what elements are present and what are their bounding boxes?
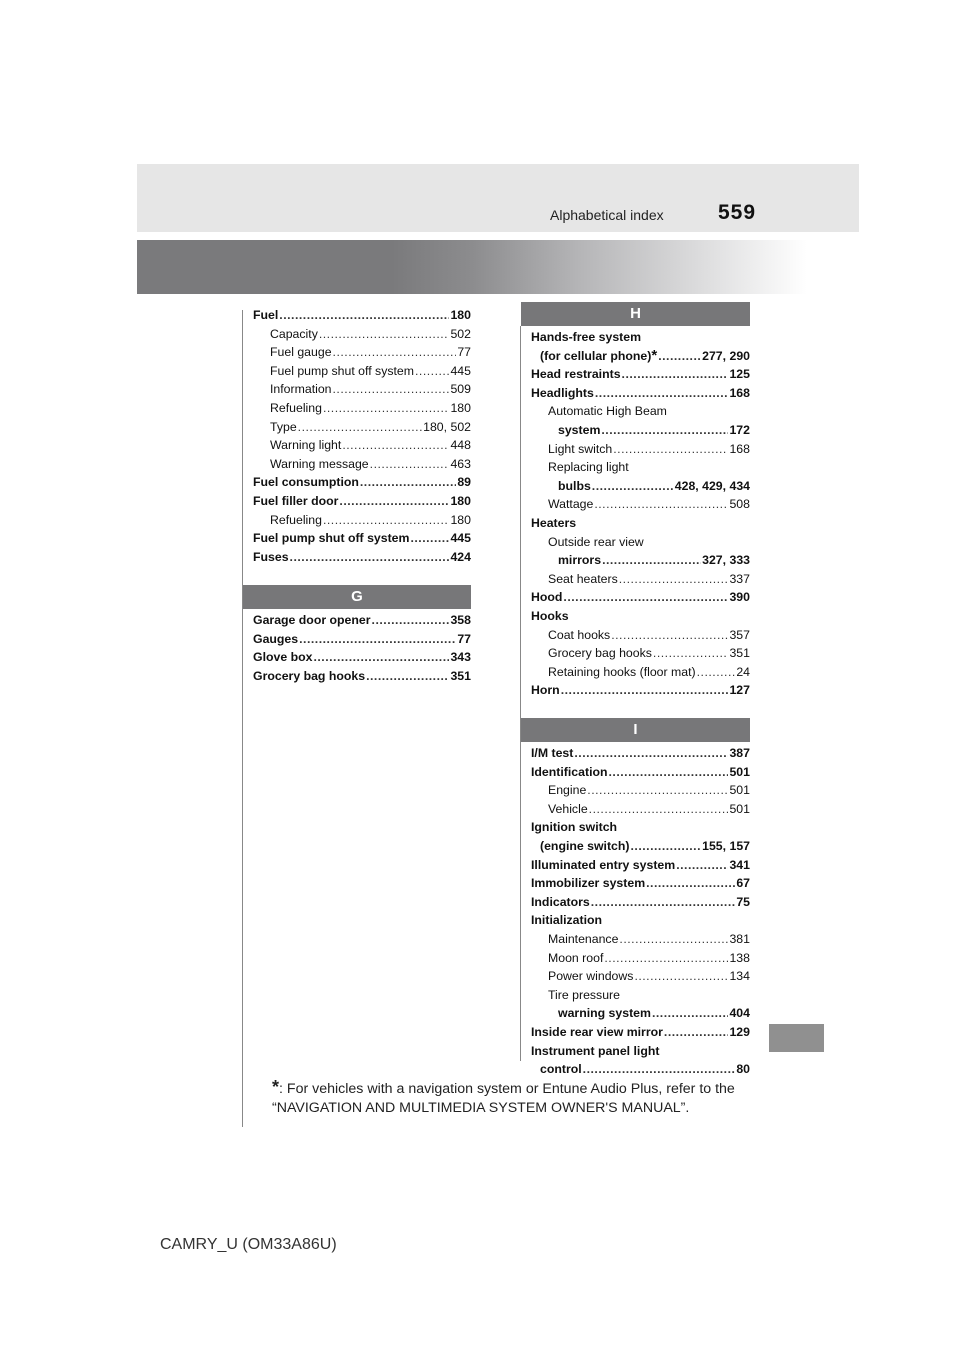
entry-leader-dots <box>634 967 728 986</box>
entry-page-ref: 125 <box>729 367 750 382</box>
entry-page-ref: 445 <box>450 363 471 378</box>
entry-page-ref: 501 <box>729 801 750 816</box>
entry-leader-dots <box>646 874 735 893</box>
entry-page-ref: 67 <box>736 876 750 891</box>
entry-page-ref: 390 <box>729 590 750 605</box>
index-entry <box>531 570 750 589</box>
entry-leader-dots <box>333 380 450 399</box>
entry-term: Headlights <box>531 385 594 400</box>
entry-term: Fuses <box>253 549 289 564</box>
entry-page-ref: 24 <box>736 664 750 679</box>
entry-leader-dots <box>609 763 729 782</box>
entry-leader-dots <box>323 511 450 530</box>
entry-term: Vehicle <box>548 801 588 816</box>
index-entry <box>253 492 471 511</box>
index-entry <box>531 949 750 968</box>
entry-leader-dots <box>360 473 456 492</box>
entry-leader-dots <box>613 440 728 459</box>
left-column-rule <box>242 310 243 1127</box>
chapter-side-tab <box>769 1024 824 1052</box>
entry-page-ref: 341 <box>729 857 750 872</box>
index-entry <box>531 781 750 800</box>
right-column-rule <box>520 326 521 1061</box>
entry-page-ref: 80 <box>736 1062 750 1077</box>
entry-page-ref: 448 <box>450 438 471 453</box>
entry-page-ref: 134 <box>729 969 750 984</box>
entry-term: Refueling <box>270 400 322 415</box>
index-subheading: Initialization <box>531 913 603 928</box>
entry-page-ref: 351 <box>729 646 750 661</box>
entry-leader-dots <box>619 930 728 949</box>
index-entry <box>253 511 471 530</box>
entry-page-ref: 502 <box>450 326 471 341</box>
index-entry <box>253 362 471 381</box>
entry-term: Seat heaters <box>548 571 618 586</box>
index-entry <box>531 1060 750 1079</box>
entry-leader-dots <box>574 744 728 763</box>
index-entry <box>253 630 471 649</box>
entry-leader-dots <box>410 529 449 548</box>
entry-term: Grocery bag hooks <box>253 668 366 683</box>
entry-page-ref: 428, 429, 434 <box>674 478 750 493</box>
index-entry <box>253 343 471 362</box>
entry-term: Horn <box>531 683 560 698</box>
index-entry <box>531 1023 750 1042</box>
index-column-g <box>253 611 471 685</box>
entry-term: I/M test <box>531 746 574 760</box>
entry-page-ref: 381 <box>729 931 750 946</box>
entry-page-ref: 387 <box>729 746 750 760</box>
entry-leader-dots <box>299 630 456 649</box>
entry-term: Hood <box>531 590 563 605</box>
entry-term: Garage door opener <box>253 613 371 627</box>
entry-term: Head restraints <box>531 367 621 382</box>
entry-leader-dots <box>592 477 674 496</box>
entry-term: mirrors <box>558 553 602 568</box>
page-number: 559 <box>718 201 757 224</box>
entry-page-ref: 138 <box>729 950 750 965</box>
entry-term: (engine switch) <box>540 838 630 853</box>
entry-term: (for cellular phone) <box>540 348 652 363</box>
index-column-left <box>253 306 471 566</box>
entry-page-ref: 501 <box>729 783 750 798</box>
entry-leader-dots <box>339 492 449 511</box>
index-entry <box>531 856 750 875</box>
index-entry <box>531 644 750 663</box>
index-entry <box>253 548 471 567</box>
entry-term: Indicators <box>531 894 590 909</box>
entry-leader-dots <box>591 893 736 912</box>
index-entry <box>531 1004 750 1023</box>
index-subheading: Hooks <box>531 608 569 623</box>
entry-term: Wattage <box>548 497 594 512</box>
index-entry <box>531 626 750 645</box>
entry-page-ref: 508 <box>729 497 750 512</box>
section-header-i: I <box>521 718 750 742</box>
index-entry <box>253 529 471 548</box>
index-entry <box>253 325 471 344</box>
entry-leader-dots <box>652 1004 729 1023</box>
index-entry <box>253 399 471 418</box>
index-entry <box>531 421 750 440</box>
index-entry <box>253 418 471 437</box>
entry-page-ref: 327, 333 <box>702 553 750 568</box>
entry-term: Light switch <box>548 441 613 456</box>
index-subheading: Instrument panel light <box>531 1043 660 1058</box>
entry-term: Information <box>270 382 332 397</box>
footer-code: CAMRY_U (OM33A86U) <box>160 1236 337 1253</box>
index-entry <box>531 893 750 912</box>
entry-page-ref: 180 <box>450 308 471 322</box>
entry-term: Gauges <box>253 631 299 646</box>
entry-leader-dots <box>561 681 729 700</box>
entry-page-ref: 168 <box>729 385 750 400</box>
entry-page-ref: 277, 290 <box>702 348 750 363</box>
index-entry <box>531 663 750 682</box>
entry-term: Maintenance <box>548 931 619 946</box>
entry-page-ref: 129 <box>729 1024 750 1039</box>
entry-leader-dots <box>370 455 450 474</box>
entry-term: Engine <box>548 783 587 798</box>
index-entry <box>531 384 750 403</box>
index-entry <box>253 436 471 455</box>
entry-term: Fuel pump shut off system <box>270 363 414 378</box>
entry-leader-dots <box>290 548 450 567</box>
entry-leader-dots <box>366 667 449 686</box>
entry-term: Inside rear view mirror <box>531 1024 663 1039</box>
entry-leader-dots <box>604 949 728 968</box>
index-entry <box>531 800 750 819</box>
entry-term: Power windows <box>548 969 634 984</box>
entry-term: bulbs <box>558 478 591 493</box>
entry-term: Capacity <box>270 326 318 341</box>
index-subheading: Heaters <box>531 515 577 530</box>
index-entry <box>531 495 750 514</box>
index-subheading: Ignition switch <box>531 820 618 835</box>
entry-leader-dots <box>587 781 728 800</box>
entry-leader-dots <box>595 384 729 403</box>
entry-term: Glove box <box>253 650 313 665</box>
index-entry <box>253 380 471 399</box>
index-entry <box>253 648 471 667</box>
index-entry <box>531 837 750 856</box>
index-entry <box>531 551 750 570</box>
entry-leader-dots <box>323 399 450 418</box>
index-column-i <box>531 744 750 1079</box>
entry-leader-dots <box>279 306 449 325</box>
entry-page-ref: 445 <box>450 531 471 546</box>
entry-leader-dots <box>313 648 449 667</box>
entry-term: Illuminated entry system <box>531 857 676 872</box>
entry-page-ref: 337 <box>729 571 750 586</box>
entry-leader-dots <box>589 800 729 819</box>
entry-leader-dots <box>602 551 701 570</box>
entry-page-ref: 168 <box>729 441 750 456</box>
entry-page-ref: 89 <box>457 475 471 490</box>
entry-leader-dots <box>583 1060 736 1079</box>
entry-page-ref: 501 <box>729 764 750 779</box>
index-entry <box>253 667 471 686</box>
entry-page-ref: 127 <box>729 683 750 698</box>
entry-term: Immobilizer system <box>531 876 646 891</box>
entry-leader-dots <box>601 421 728 440</box>
index-entry <box>253 306 471 325</box>
chapter-gradient-bar <box>137 240 807 294</box>
entry-term: Type <box>270 419 297 434</box>
index-entry <box>253 611 471 630</box>
index-entry <box>531 681 750 700</box>
entry-page-ref: 343 <box>450 650 471 665</box>
entry-term: Warning light <box>270 438 342 453</box>
entry-page-ref: 180 <box>450 493 471 508</box>
entry-page-ref: 172 <box>729 422 750 437</box>
index-subheading: Automatic High Beam <box>548 404 667 419</box>
entry-term: Identification <box>531 764 608 779</box>
entry-leader-dots <box>611 626 728 645</box>
footnote-marker: * <box>272 1077 280 1097</box>
entry-page-ref: 509 <box>450 382 471 397</box>
entry-term: Fuel <box>253 308 279 322</box>
entry-page-ref: 463 <box>450 456 471 471</box>
index-entry <box>253 473 471 492</box>
index-entry <box>253 455 471 474</box>
entry-leader-dots <box>342 436 449 455</box>
entry-page-ref: 351 <box>450 668 471 683</box>
index-entry <box>531 763 750 782</box>
entry-term: Coat hooks <box>548 627 611 642</box>
index-entry <box>531 440 750 459</box>
entry-page-ref: 77 <box>457 345 471 360</box>
entry-term: Fuel consumption <box>253 475 359 490</box>
entry-leader-dots <box>333 343 457 362</box>
entry-term: system <box>558 422 601 437</box>
entry-leader-dots <box>415 362 449 381</box>
index-entry: (for cellular phone) * ..... 277, 290 <box>531 347 750 366</box>
entry-leader-dots <box>594 495 728 514</box>
entry-leader-dots <box>631 837 702 856</box>
entry-term: Refueling <box>270 512 322 527</box>
entry-term: Grocery bag hooks <box>548 646 652 661</box>
header-title: Alphabetical index <box>550 207 664 223</box>
entry-page-ref: 180, 502 <box>423 419 471 434</box>
entry-page-ref: 180 <box>450 512 471 527</box>
section-g <box>243 585 471 609</box>
footnote-text: : For vehicles with a navigation system or Entune Audio Plus, refer to the “NAVIGATION AND MULTIMEDIA SYSTEM OWNER'S MANUAL”. <box>272 1081 735 1116</box>
index-subheading: Hands-free system <box>531 330 642 344</box>
entry-leader-dots <box>653 644 729 663</box>
entry-leader-dots <box>697 663 736 682</box>
section-header-g: G <box>243 585 471 609</box>
index-entry <box>531 744 750 763</box>
index-entry <box>531 477 750 496</box>
index-column-h <box>531 328 750 700</box>
entry-page-ref: 358 <box>450 613 471 627</box>
section-h <box>521 302 750 326</box>
section-i <box>521 718 750 742</box>
index-subheading: Tire pressure <box>548 987 620 1002</box>
index-entry <box>531 874 750 893</box>
entry-page-ref: 357 <box>729 627 750 642</box>
entry-term: Fuel pump shut off system <box>253 531 410 546</box>
entry-leader-dots <box>372 611 450 630</box>
entry-leader-dots <box>622 365 729 384</box>
index-entry <box>531 365 750 384</box>
index-entry <box>531 967 750 986</box>
footnote <box>272 1078 752 1118</box>
entry-term: Warning message <box>270 456 369 471</box>
index-entry <box>531 930 750 949</box>
entry-leader-dots <box>658 347 701 366</box>
index-subheading: Outside rear view <box>548 534 644 549</box>
entry-leader-dots <box>298 418 422 437</box>
entry-page-ref: 180 <box>450 400 471 415</box>
index-subheading: Replacing light <box>548 460 629 475</box>
entry-leader-dots <box>619 570 729 589</box>
section-header-h: H <box>521 302 750 326</box>
entry-page-ref: 404 <box>729 1006 750 1021</box>
entry-term: Fuel filler door <box>253 493 339 508</box>
entry-leader-dots <box>676 856 728 875</box>
entry-leader-dots <box>563 588 728 607</box>
entry-page-ref: 75 <box>736 894 750 909</box>
entry-term: Retaining hooks (floor mat) <box>548 664 696 679</box>
entry-term: Moon roof <box>548 950 604 965</box>
index-entry <box>531 588 750 607</box>
entry-term: Fuel gauge <box>270 345 332 360</box>
entry-term: control <box>540 1062 582 1077</box>
entry-page-ref: 77 <box>457 631 471 646</box>
entry-page-ref: 155, 157 <box>702 838 750 853</box>
entry-term: warning system <box>558 1006 651 1021</box>
entry-leader-dots <box>319 325 450 344</box>
entry-page-ref: 424 <box>450 549 471 564</box>
entry-leader-dots <box>664 1023 729 1042</box>
